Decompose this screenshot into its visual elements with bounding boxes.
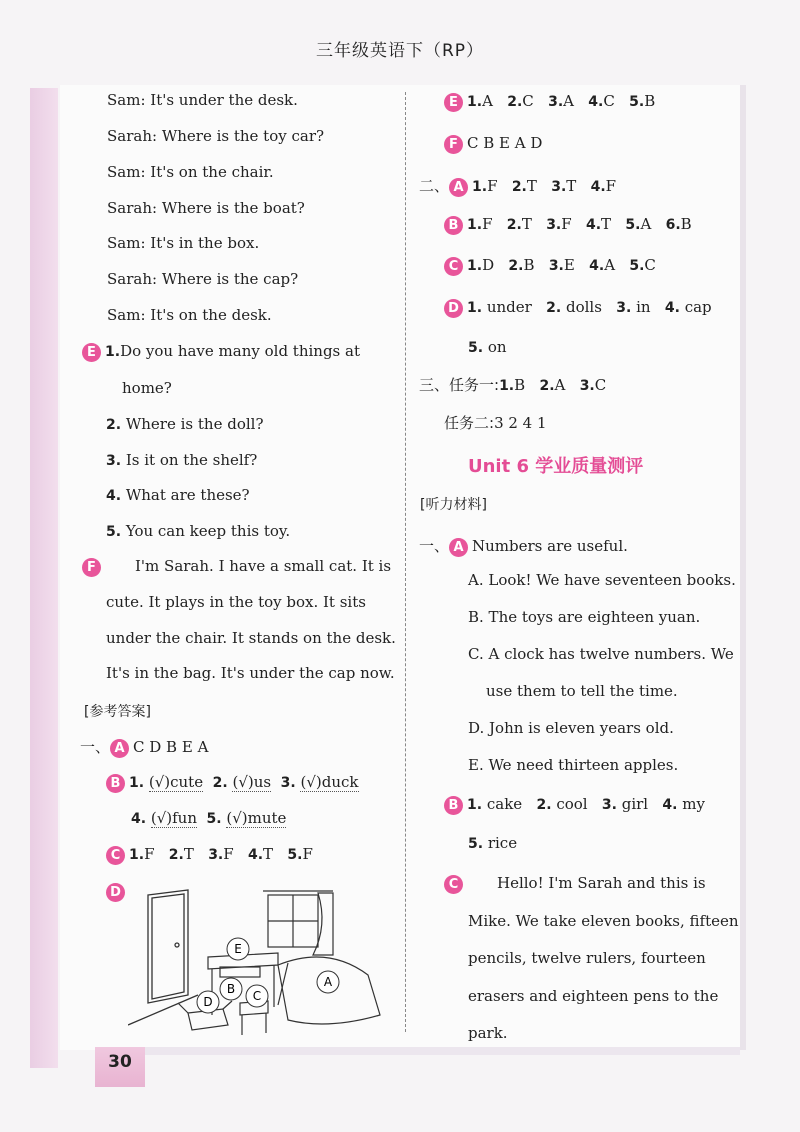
- page-edge-strip: [30, 88, 58, 1068]
- section-badge-a: A: [110, 739, 129, 758]
- listening-c-line: pencils, twelve rulers, fourteen: [468, 949, 706, 967]
- listening-c-line: C Hello! I'm Sarah and this is: [444, 874, 706, 894]
- listening-a-line: D. John is eleven years old.: [468, 719, 674, 737]
- listening-a-line: B. The toys are eighteen yuan.: [468, 608, 701, 626]
- section-badge-c: C: [106, 846, 125, 865]
- dialogue-line: Sam: It's on the chair.: [107, 163, 274, 181]
- section-2-d-row1: D 1. under 2. dolls 3. in 4. cap: [444, 298, 712, 318]
- section-badge-b: B: [106, 774, 125, 793]
- listening-c-line: Mike. We take eleven books, fifteen: [468, 912, 739, 930]
- listening-heading: [听力材料]: [420, 497, 487, 513]
- section-e-item: 3. Is it on the shelf?: [106, 451, 258, 469]
- dialogue-line: Sam: It's under the desk.: [107, 91, 298, 109]
- dialogue-line: Sarah: Where is the cap?: [107, 270, 299, 288]
- section-3-task2: 任务二:3 2 4 1: [444, 414, 547, 432]
- section-f-line: F I'm Sarah. I have a small cat. It is: [82, 557, 391, 577]
- listening-a-line: A. Look! We have seventeen books.: [468, 571, 736, 589]
- section-f-line: cute. It plays in the toy box. It sits: [106, 593, 366, 611]
- dialogue-line: Sam: It's in the box.: [107, 234, 260, 252]
- dialogue-line: Sam: It's on the desk.: [107, 306, 272, 324]
- right-e: E 1.A 2.C 3.A 4.C 5.B: [444, 92, 655, 112]
- section-badge-e: E: [82, 343, 101, 362]
- footer-strip: [145, 1047, 740, 1055]
- section-e-item-1: E 1.Do you have many old things at: [82, 342, 360, 362]
- section-badge-a: A: [449, 178, 468, 197]
- listening-a-intro: 一、 A Numbers are useful.: [419, 537, 628, 555]
- answer-a: 一、 A C D B E A: [80, 738, 209, 756]
- listening-a-line: E. We need thirteen apples.: [468, 756, 679, 774]
- section-badge-a: A: [449, 538, 468, 557]
- listening-a-line: C. A clock has twelve numbers. We: [468, 645, 734, 663]
- answer-c: C 1.F 2.T 3.F 4.T 5.F: [106, 845, 313, 865]
- listening-b-row1: B 1. cake 2. cool 3. girl 4. my: [444, 795, 705, 815]
- section-e-item: 4. What are these?: [106, 486, 250, 504]
- section-e-item-1-cont: home?: [122, 379, 172, 397]
- label-a: A: [323, 975, 333, 989]
- section-badge-c: C: [444, 875, 463, 894]
- answer-d: [106, 882, 129, 902]
- section-badge-e: E: [444, 93, 463, 112]
- label-b: B: [226, 982, 236, 996]
- section-badge-f: F: [82, 558, 101, 577]
- listening-a-line: use them to tell the time.: [486, 682, 678, 700]
- answer-b-row1: B 1. (√)cute 2. (√)us 3. (√)duck: [106, 773, 359, 793]
- section-2-c: C 1.D 2.B 3.E 4.A 5.C: [444, 256, 656, 276]
- label-d: D: [203, 995, 213, 1009]
- page-number: 30: [95, 1047, 145, 1087]
- section-badge-f: F: [444, 135, 463, 154]
- listening-c-line: erasers and eighteen pens to the: [468, 987, 719, 1005]
- section-badge-d: D: [106, 883, 125, 902]
- dialogue-line: Sarah: Where is the boat?: [107, 199, 305, 217]
- room-illustration: [128, 885, 388, 1040]
- section-e-item: 2. Where is the doll?: [106, 415, 264, 433]
- right-f: F C B E A D: [444, 134, 542, 154]
- unit-title: Unit 6 学业质量测评: [468, 456, 644, 477]
- door-drawing: [128, 890, 198, 1025]
- section-badge-c: C: [444, 257, 463, 276]
- listening-c-line: park.: [468, 1024, 508, 1042]
- section-2-d-row2: 5. on: [468, 338, 507, 356]
- answer-b-row2: 4. (√)fun 5. (√)mute: [131, 809, 287, 827]
- page-header: 三年级英语下（RP）: [315, 41, 485, 61]
- section-2-a: 二、 A 1.F 2.T 3.T 4.F: [419, 177, 617, 195]
- section-3-task1: 三、任务一:1.B 2.A 3.C: [419, 376, 607, 394]
- section-badge-b: B: [444, 216, 463, 235]
- dialogue-line: Sarah: Where is the toy car?: [107, 127, 325, 145]
- section-2-b: B 1.F 2.T 3.F 4.T 5.A 6.B: [444, 215, 692, 235]
- answers-heading: [参考答案]: [84, 704, 151, 720]
- window-drawing: [263, 891, 333, 955]
- section-f-line: under the chair. It stands on the desk.: [106, 629, 396, 647]
- column-divider: [405, 92, 406, 1032]
- section-badge-d: D: [444, 299, 463, 318]
- section-f-line: It's in the bag. It's under the cap now.: [106, 664, 395, 682]
- section-badge-b: B: [444, 796, 463, 815]
- label-e: E: [234, 942, 242, 956]
- label-c: C: [252, 989, 262, 1003]
- section-e-item: 5. You can keep this toy.: [106, 522, 291, 540]
- listening-b-row2: 5. rice: [468, 834, 518, 852]
